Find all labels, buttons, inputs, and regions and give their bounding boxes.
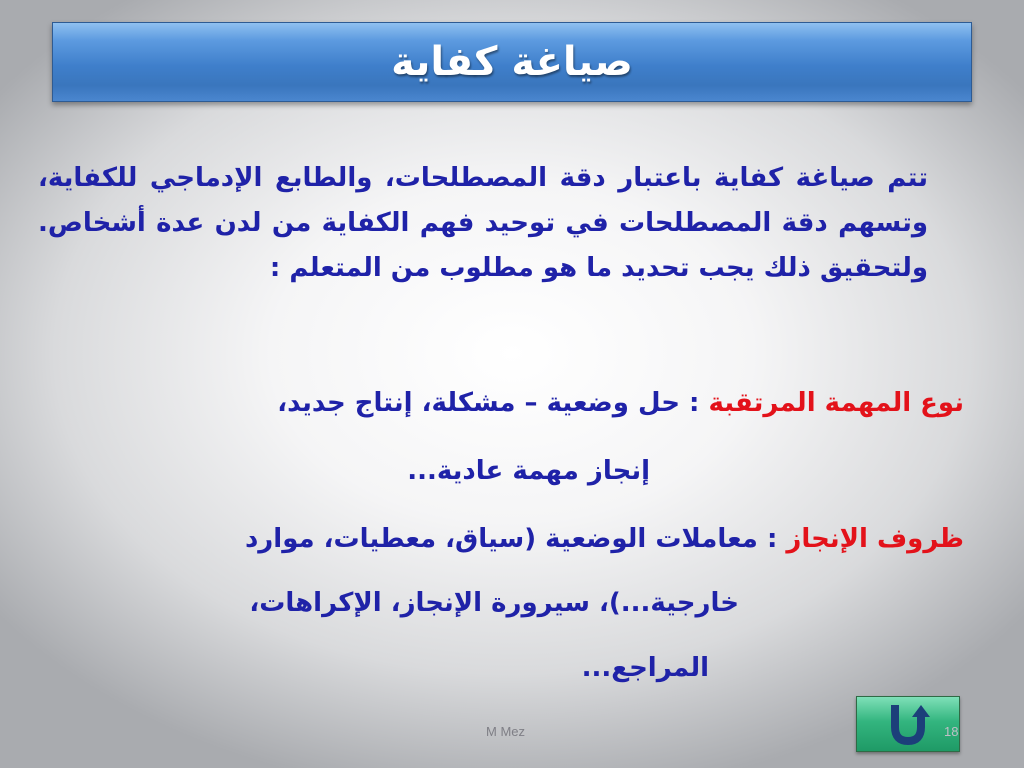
task-type-line2 [407,449,650,494]
conditions-line [245,517,964,562]
footer-author: M Mez [486,724,525,739]
conditions-text-line1: معاملات الوضعية (سياق، معطيات، موارد [244,524,758,554]
task-type-line [277,381,964,426]
task-type-separator: : [679,388,709,418]
conditions-line3 [582,646,709,691]
task-type-text-line2: إنجاز مهمة عادية... [407,456,650,486]
slide-number: 18 [944,724,959,739]
title-bar [52,22,972,102]
intro-paragraph: تتم صياغة كفاية باعتبار دقة المصطلحات، والطابع الإدماجي للكفاية، وتسهم دقة المصطلحات في توحيد فهم الكفاية من لدن عدة أشخاص. ولتحقيق ذلك يجب تحديد ما هو مطلوب من المتعلم : [38,163,928,283]
task-type-label: نوع المهمة المرتقبة [708,388,964,418]
task-type-text-line1: حل وضعية – مشكلة، إنتاج جديد، [277,388,680,418]
conditions-separator: : [757,524,787,554]
conditions-label: ظروف الإنجاز [786,524,964,554]
conditions-line2 [249,581,739,626]
conditions-text-line3: المراجع... [581,653,709,683]
u-turn-back-icon [886,703,930,745]
conditions-text-line2: خارجية...)، سيرورة الإنجاز، الإكراهات، [249,588,739,618]
slide-title: صياغة كفاية [391,39,633,85]
